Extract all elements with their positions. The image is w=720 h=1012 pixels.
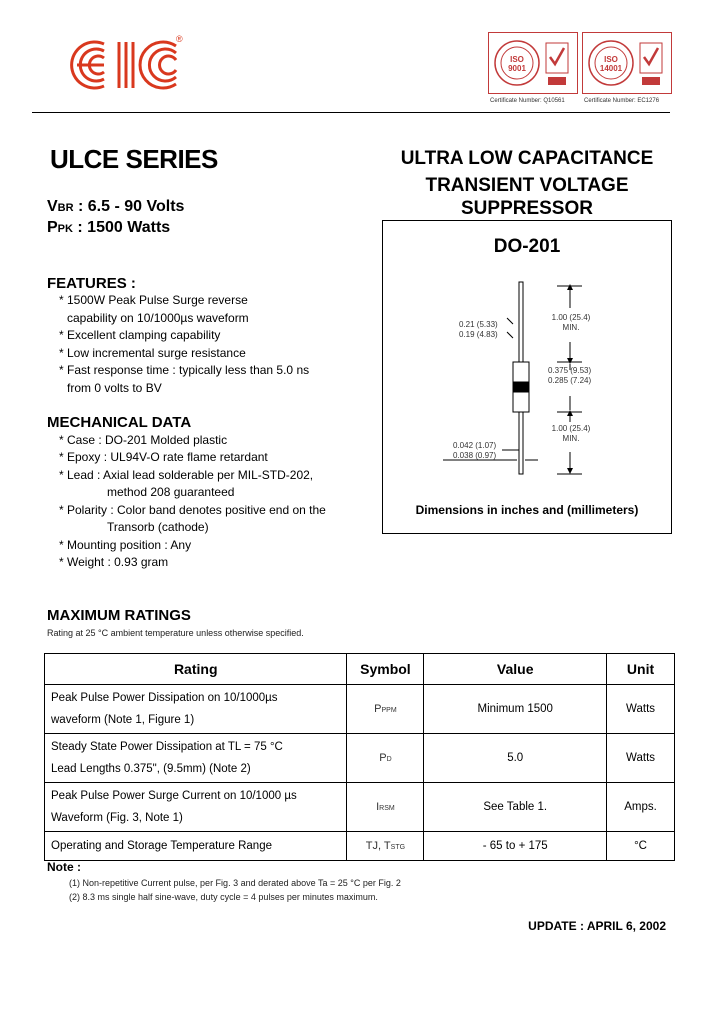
feature-item: * 1500W Peak Pulse Surge reverse: [59, 293, 248, 307]
iso-9001-label: ISO 9001: [508, 55, 526, 73]
mechanical-item: * Lead : Axial lead solderable per MIL-STD-202,: [59, 467, 314, 482]
table-row: [45, 783, 675, 832]
dimensions-caption: Dimensions in inches and (millimeters): [415, 503, 639, 517]
feature-item: * Fast response time : typically less than 5.0 ns: [59, 363, 310, 377]
col-header-symbol: Symbol: [347, 654, 424, 685]
series-title: ULCE SERIES: [50, 144, 218, 174]
feature-item: * Excellent clamping capability: [59, 328, 221, 342]
registered-mark: ®: [176, 34, 183, 44]
mechanical-item: method 208 guaranteed: [107, 485, 235, 499]
table-row: [45, 685, 675, 734]
dim-body-diameter: 0.21 (5.33) 0.19 (4.83): [459, 320, 498, 339]
mechanical-item: * Polarity : Color band denotes positive end on the: [59, 502, 326, 517]
unit-cell: °C: [607, 832, 675, 861]
value-cell: 5.0: [424, 734, 607, 783]
table-row: [45, 734, 675, 783]
value-cell: Minimum 1500: [424, 685, 607, 734]
cert-caption-9001: Certificate Number: Q10561: [490, 98, 565, 104]
symbol-cell: PPPM: [347, 685, 424, 734]
dim-lead-diameter: 0.042 (1.07) 0.038 (0.97): [453, 441, 497, 460]
note-item: (2) 8.3 ms single half sine-wave, duty cycle = 4 pulses per minutes maximum.: [69, 892, 378, 902]
note-item: (1) Non-repetitive Current pulse, per Fig. 3 and derated above Ta = 25 °C per Fig. 2: [69, 878, 401, 888]
notes-heading: Note :: [47, 860, 81, 874]
do201-outline-drawing: [382, 220, 672, 534]
vbr-spec: VBR : 6.5 - 90 Volts: [47, 198, 185, 215]
max-ratings-heading: MAXIMUM RATINGS: [47, 607, 191, 624]
cert-caption-14001: Certificate Number: EC1276: [584, 98, 660, 104]
rating-cell: Steady State Power Dissipation at TL = 75 °C Lead Lengths 0.375", (9.5mm) (Note 2): [45, 734, 347, 783]
table-row: [45, 832, 675, 861]
table-header-row: [45, 654, 675, 685]
rating-cell: Peak Pulse Power Surge Current on 10/1000 µs Waveform (Fig. 3, Note 1): [45, 783, 347, 832]
unit-cell: Watts: [607, 734, 675, 783]
rating-cell: Peak Pulse Power Dissipation on 10/1000µs waveform (Note 1, Figure 1): [45, 685, 347, 734]
symbol-cell: IRSM: [347, 783, 424, 832]
col-header-rating: Rating: [45, 654, 347, 685]
feature-item: from 0 volts to BV: [67, 380, 162, 395]
package-name: DO-201: [493, 236, 561, 257]
symbol-cell: TJ, TSTG: [347, 832, 424, 861]
product-title-line-2: TRANSIENT VOLTAGE: [425, 175, 629, 196]
mechanical-item: Transorb (cathode): [107, 520, 209, 534]
feature-item: * Low incremental surge resistance: [59, 345, 246, 360]
unit-cell: Watts: [607, 685, 675, 734]
eic-logo: [64, 36, 186, 94]
mechanical-item: * Case : DO-201 Molded plastic: [59, 432, 228, 447]
product-title-line-3: SUPPRESSOR: [461, 198, 593, 219]
unit-cell: Amps.: [607, 783, 675, 832]
header-divider: [32, 112, 670, 113]
dim-lead-length-bottom: 1.00 (25.4) MIN.: [551, 424, 591, 443]
rating-cell: Operating and Storage Temperature Range: [45, 832, 347, 861]
mechanical-item: * Epoxy : UL94V-O rate flame retardant: [59, 450, 268, 464]
col-header-value: Value: [424, 654, 607, 685]
dim-lead-length-top: 1.00 (25.4) MIN.: [551, 313, 591, 332]
feature-item: capability on 10/1000µs waveform: [67, 310, 249, 325]
mechanical-heading: MECHANICAL DATA: [47, 414, 192, 431]
iso-14001-badge: [582, 32, 672, 94]
update-date: UPDATE : APRIL 6, 2002: [528, 919, 666, 933]
mechanical-item: * Weight : 0.93 gram: [59, 555, 169, 569]
features-heading: FEATURES :: [47, 275, 136, 292]
iso-14001-label: ISO 14001: [599, 55, 623, 73]
col-header-unit: Unit: [607, 654, 675, 685]
product-title-line-1: ULTRA LOW CAPACITANCE: [400, 148, 654, 169]
max-ratings-note: Rating at 25 °C ambient temperature unless otherwise specified.: [47, 628, 304, 638]
dim-body-length: 0.375 (9.53) 0.285 (7.24): [548, 366, 592, 385]
iso-9001-badge: [488, 32, 578, 94]
ppk-spec: PPK : 1500 Watts: [47, 219, 171, 236]
value-cell: - 65 to + 175: [424, 832, 607, 861]
mechanical-item: * Mounting position : Any: [59, 537, 192, 552]
max-ratings-table: [44, 653, 675, 861]
symbol-cell: PD: [347, 734, 424, 783]
value-cell: See Table 1.: [424, 783, 607, 832]
